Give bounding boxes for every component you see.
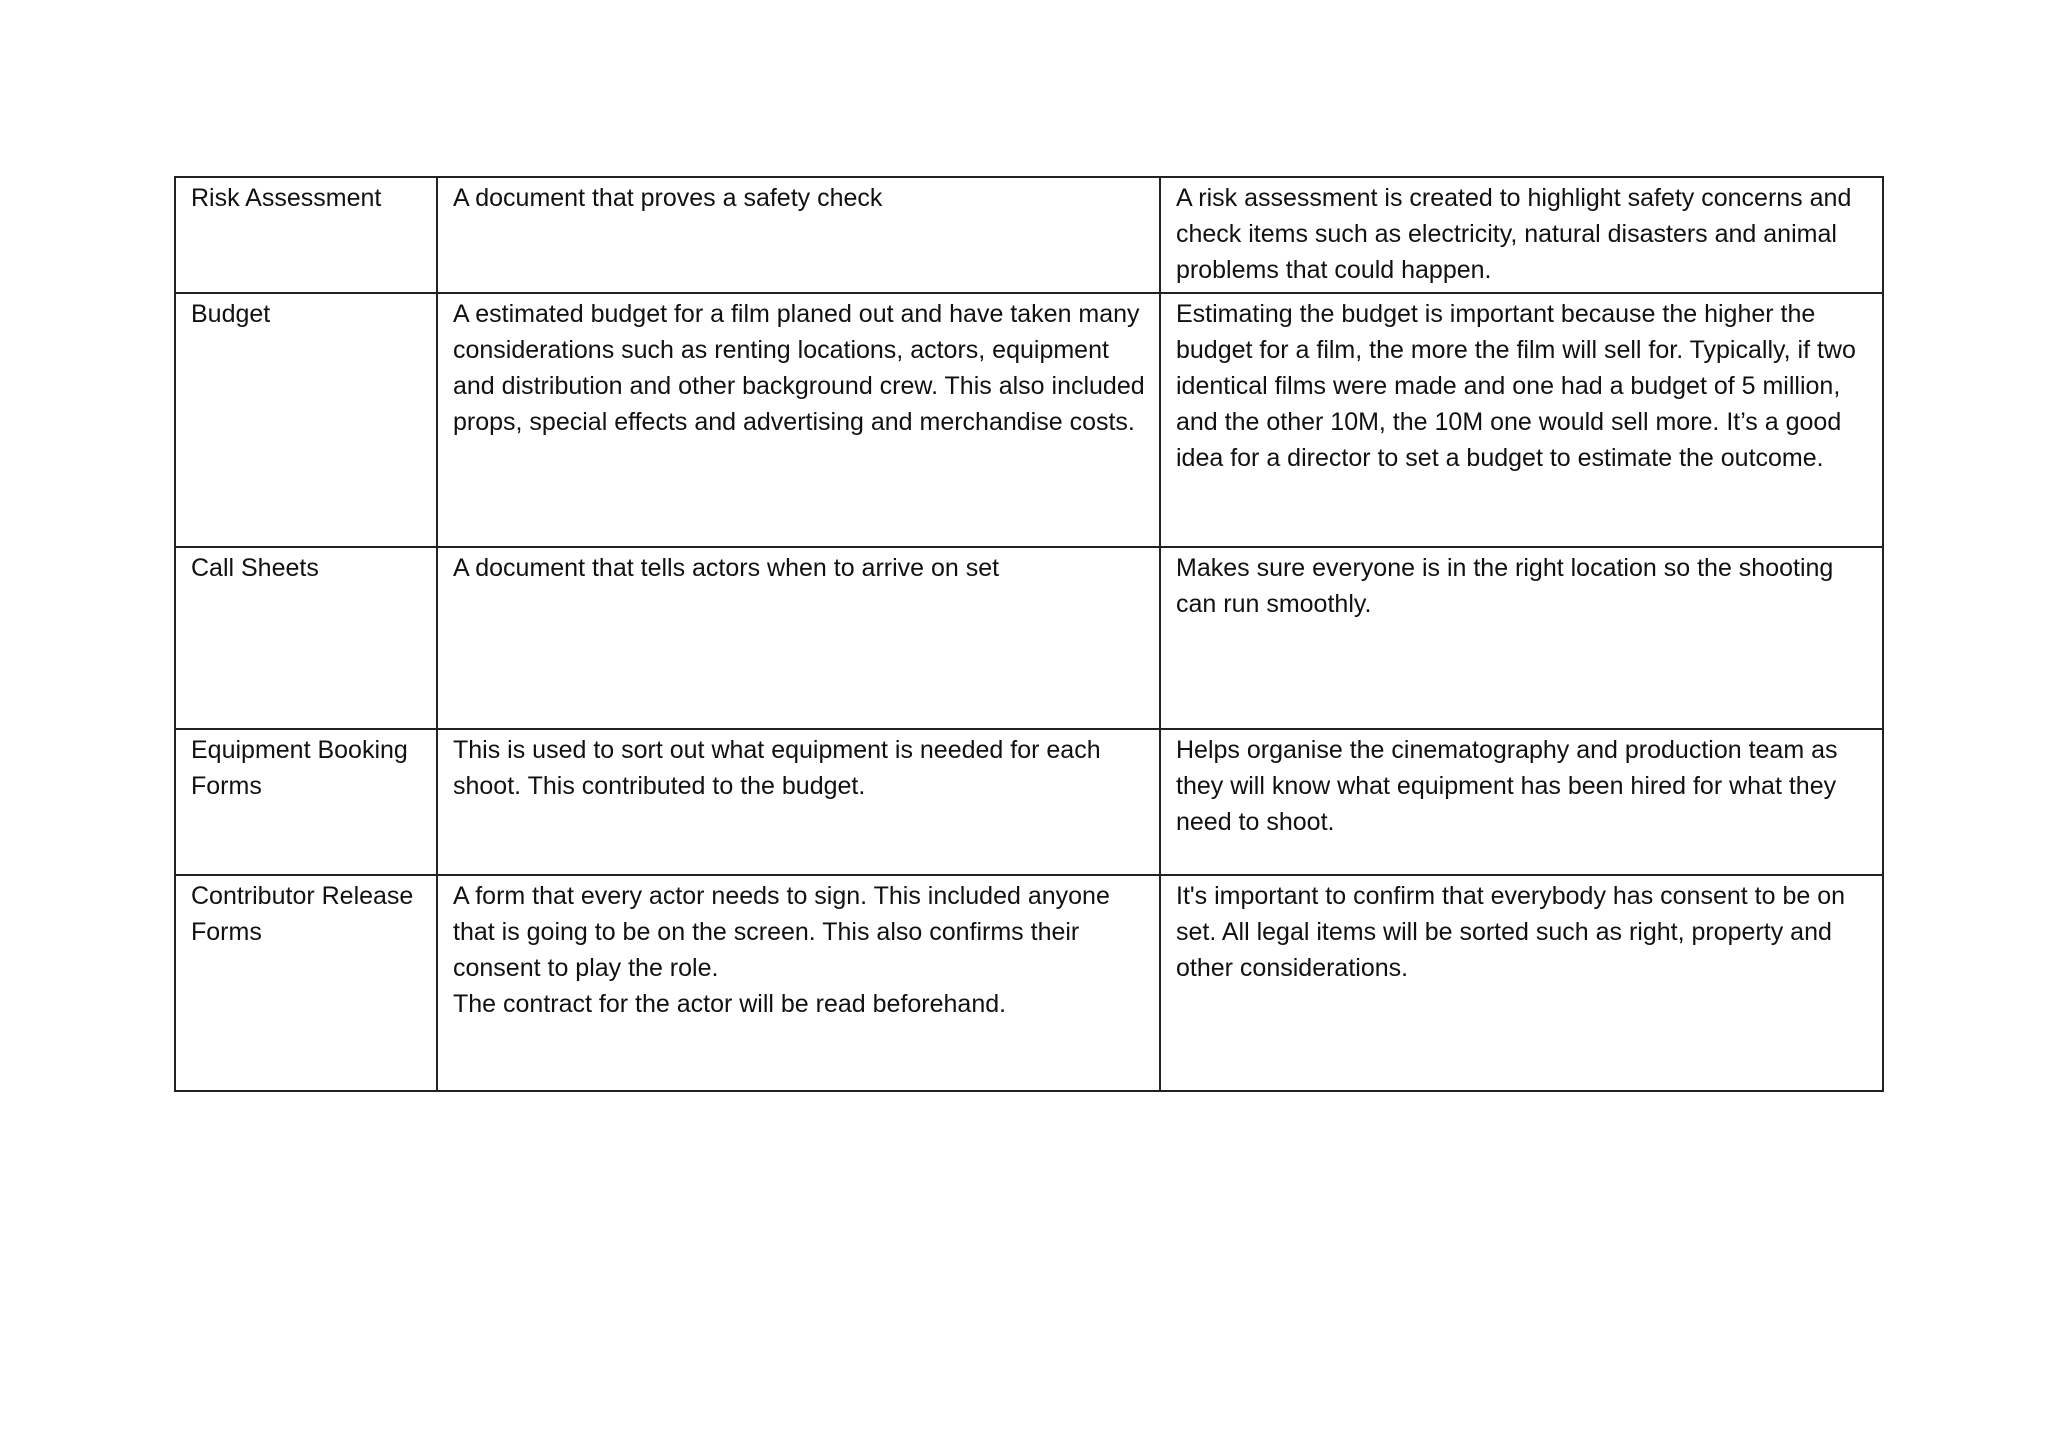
definition-cell: A document that tells actors when to arrive on set xyxy=(437,547,1160,729)
table-row xyxy=(175,729,1883,875)
table-row xyxy=(175,875,1883,1091)
definition-cell: A document that proves a safety check xyxy=(437,177,1160,293)
table-row xyxy=(175,293,1883,547)
term-cell: Budget xyxy=(175,293,437,547)
importance-cell: It's important to confirm that everybody has consent to be on set. All legal items will be sorted such as right, property and other considerations. xyxy=(1160,875,1883,1091)
definition-cell: A form that every actor needs to sign. This included anyone that is going to be on the screen. This also confirms their consent to play the role. The contract for the actor will be read beforehand. xyxy=(437,875,1160,1091)
importance-cell: Estimating the budget is important because the higher the budget for a film, the more the film will sell for. Typically, if two identical films were made and one had a budget of 5 million, and the other 10M, the 10M one would sell more. It’s a good idea for a director to set a budget to estimate the outcome. xyxy=(1160,293,1883,547)
term-cell: Equipment Booking Forms xyxy=(175,729,437,875)
term-cell: Call Sheets xyxy=(175,547,437,729)
table-row xyxy=(175,547,1883,729)
importance-cell: A risk assessment is created to highlight safety concerns and check items such as electricity, natural disasters and animal problems that could happen. xyxy=(1160,177,1883,293)
importance-cell: Helps organise the cinematography and production team as they will know what equipment has been hired for what they need to shoot. xyxy=(1160,729,1883,875)
table-row xyxy=(175,177,1883,293)
definition-cell: This is used to sort out what equipment is needed for each shoot. This contributed to the budget. xyxy=(437,729,1160,875)
importance-cell: Makes sure everyone is in the right location so the shooting can run smoothly. xyxy=(1160,547,1883,729)
term-cell: Risk Assessment xyxy=(175,177,437,293)
pre-production-documents-table xyxy=(174,176,1884,1092)
definition-cell: A estimated budget for a film planed out and have taken many considerations such as renting locations, actors, equipment and distribution and other background crew. This also included props, special effects and advertising and merchandise costs. xyxy=(437,293,1160,547)
term-cell: Contributor Release Forms xyxy=(175,875,437,1091)
